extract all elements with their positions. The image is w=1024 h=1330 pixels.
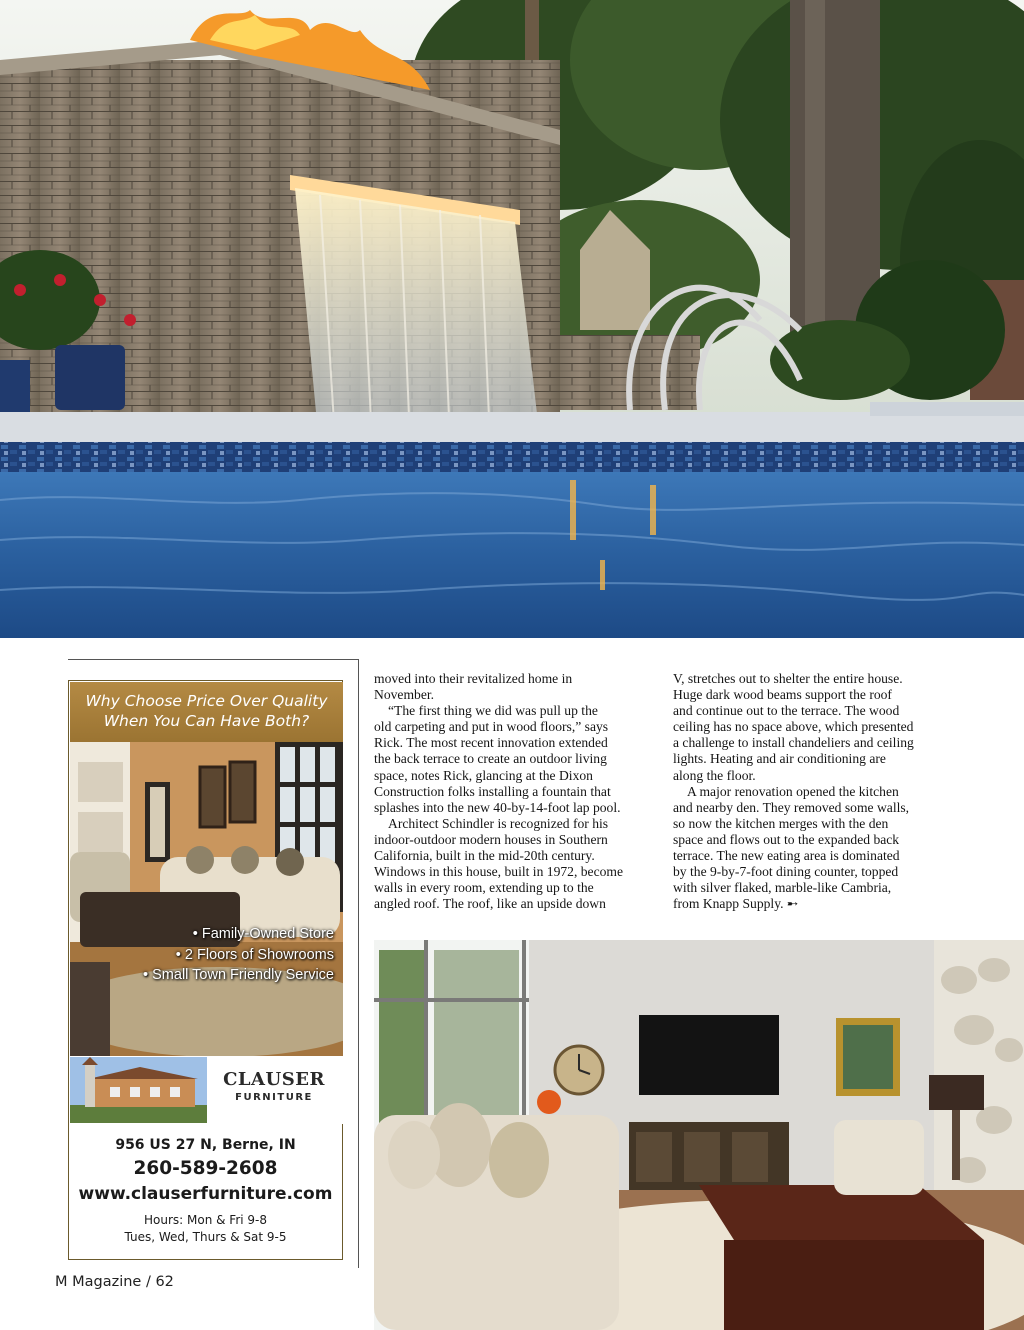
store-address: 956 US 27 N, Berne, IN xyxy=(115,1137,296,1153)
article-line: so now the kitchen merges with the den xyxy=(673,815,889,831)
article-line: walls in every room, extending up to the xyxy=(374,880,594,896)
store-hours-line-2: Tues, Wed, Thurs & Sat 9-5 xyxy=(124,1230,287,1244)
ad-bullet-item: • Family-Owned Store xyxy=(192,926,334,942)
article-line: Windows in this house, built in 1972, become xyxy=(374,864,624,880)
ad-showroom-photo xyxy=(70,742,343,1056)
article-line: terrace. The new eating area is dominated xyxy=(673,848,900,864)
article-line: November. xyxy=(374,687,435,703)
page-folio: M Magazine / 62 xyxy=(55,1274,174,1290)
brand-logo: CLAUSER xyxy=(223,1069,325,1090)
ad-headline-line-1: Why Choose Price Over Quality xyxy=(85,692,328,710)
ad-headline-line-2: When You Can Have Both? xyxy=(103,712,310,730)
article-line: and nearby den. They removed some walls, xyxy=(673,799,910,815)
clauser-furniture-ad[interactable] xyxy=(68,680,343,1260)
article-line: Huge dark wood beams support the roof xyxy=(673,687,892,703)
store-building-photo xyxy=(70,1057,207,1123)
article-line: by the 9-by-7-foot dining counter, topped xyxy=(673,864,899,880)
store-hours-line-1: Hours: Mon & Fri 9-8 xyxy=(143,1213,267,1227)
article-line: moved into their revitalized home in xyxy=(374,671,573,686)
article-line: A major renovation opened the kitchen xyxy=(687,783,899,799)
article-line: old carpeting and put in wood floors,” says xyxy=(374,719,609,735)
article-column-2 xyxy=(673,671,958,912)
article-line: space and flows out to the expanded back xyxy=(673,831,900,847)
article-line: space, notes Rick, glancing at the Dixon xyxy=(374,767,593,783)
ad-bullet-item: • Small Town Friendly Service xyxy=(143,967,334,983)
article-line: and continue out to the terrace. The wood xyxy=(673,703,900,719)
store-website-link[interactable]: www.clauserfurniture.com xyxy=(78,1184,333,1204)
ad-bullet-list xyxy=(143,924,334,986)
article-line: angled roof. The roof, like an upside down xyxy=(374,896,606,912)
living-room-photo xyxy=(374,940,1024,1330)
article-line: splashes into the new 40-by-14-foot lap pool. xyxy=(374,799,621,815)
article-column-1 xyxy=(374,671,659,912)
store-phone[interactable]: 260-589-2608 xyxy=(133,1158,278,1179)
article-line: indoor-outdoor modern houses in Southern xyxy=(374,831,608,847)
article-line: California, built in the mid-20th century. xyxy=(374,848,595,864)
article-line: V, stretches out to shelter the entire house. xyxy=(673,671,903,686)
article-line: Rick. The most recent innovation extended xyxy=(374,735,608,751)
column-rule-top xyxy=(68,659,358,660)
ad-bullet-item: • 2 Floors of Showrooms xyxy=(175,946,334,963)
article-line: “The first thing we did was pull up the xyxy=(388,703,598,719)
article-line: lights. Heating and air conditioning are xyxy=(673,751,886,767)
article-line: along the floor. xyxy=(673,767,756,783)
brand-logo-sub: FURNITURE xyxy=(235,1092,313,1103)
article-line: ceiling has no space above, which presented xyxy=(673,719,914,735)
ad-headline xyxy=(70,682,343,742)
column-rule-right xyxy=(358,659,359,1268)
article-line: Architect Schindler is recognized for his xyxy=(388,815,609,831)
article-line: the back terrace to create an outdoor living xyxy=(374,751,607,767)
article-line: with silver flaked, marble-like Cambria, xyxy=(673,880,892,896)
article-line: a challenge to install chandeliers and ceiling xyxy=(673,735,914,751)
pool-fountain-photo xyxy=(0,0,1024,638)
article-line: Construction folks installing a fountain that xyxy=(374,783,611,799)
article-line: from Knapp Supply. ➸ xyxy=(673,896,799,912)
